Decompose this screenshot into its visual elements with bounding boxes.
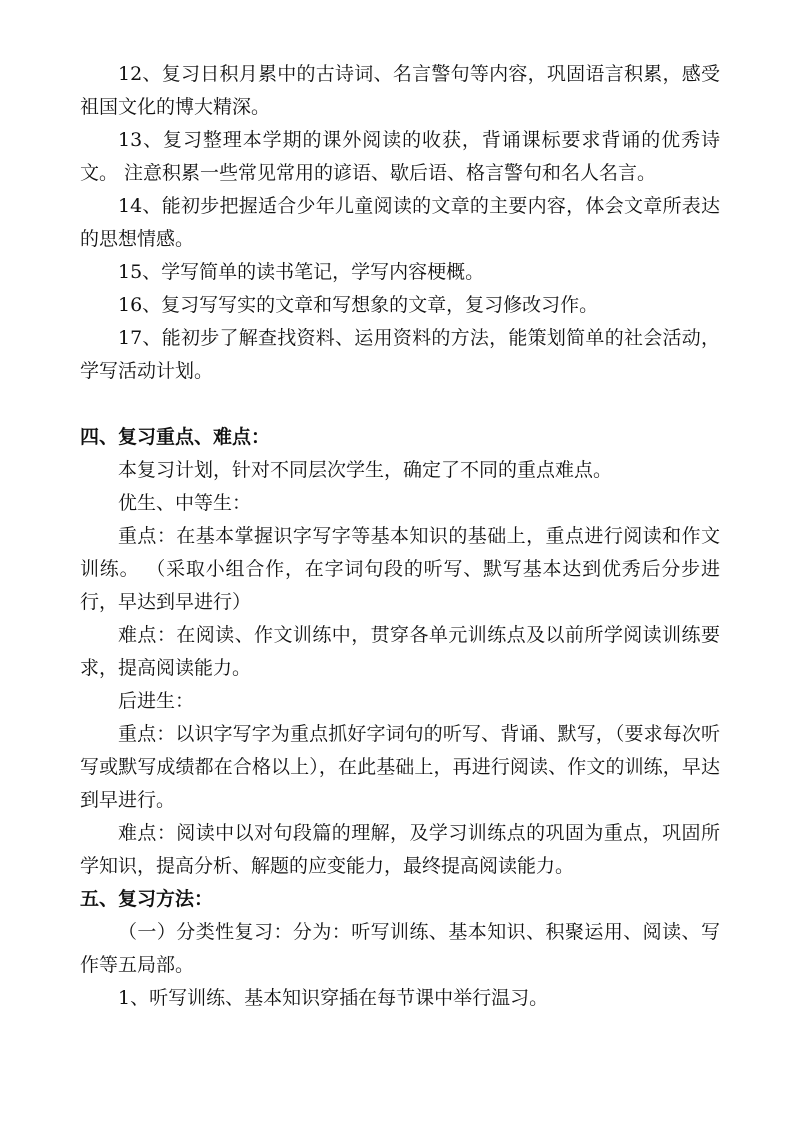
section-intro: 本复习计划，针对不同层次学生，确定了不同的重点难点。 <box>118 459 613 481</box>
group-label-top-students: 优生、中等生： <box>118 492 252 514</box>
list-item: 17、能初步了解查找资料、运用资料的方法，能策划简单的社会活动，学写活动计划。 <box>80 327 720 382</box>
list-item: 15、学写简单的读书笔记，学写内容梗概。 <box>118 261 485 283</box>
group2-key-points: 重点：以识字写字为重点抓好字词句的听写、背诵、默写，（要求每次听写或默写成绩都在合格以上），在此基础上，再进行阅读、作文的训练，早达到早进行。 <box>80 723 720 811</box>
group-label-struggling-students: 后进生： <box>118 690 195 712</box>
group1-key-points: 重点：在基本掌握识字写字等基本知识的基础上，重点进行阅读和作文训练。 （采取小组合作，在字词句段的听写、默写基本达到优秀后分步进行，早达到早进行） <box>80 525 720 613</box>
section-heading-review-focus: 四、复习重点、难点： <box>80 426 271 448</box>
method-paragraph: （一）分类性复习：分为：听写训练、基本知识、积聚运用、阅读、写作等五局部。 <box>80 921 720 976</box>
list-item: 13、复习整理本学期的课外阅读的收获，背诵课标要求背诵的优秀诗文。 注意积累一些常见常用的谚语、歇后语、格言警句和名人名言。 <box>80 129 720 184</box>
group1-difficult-points: 难点：在阅读、作文训练中，贯穿各单元训练点及以前所学阅读训练要求，提高阅读能力。 <box>80 624 720 679</box>
document-page <box>80 58 720 1015</box>
list-item: 12、复习日积月累中的古诗词、名言警句等内容，巩固语言积累，感受祖国文化的博大精深。 <box>80 63 720 118</box>
group2-difficult-points: 难点：阅读中以对句段篇的理解，及学习训练点的巩固为重点，巩固所学知识，提高分析、解题的应变能力，最终提高阅读能力。 <box>80 822 720 877</box>
spacer <box>80 388 720 421</box>
method-item: 1、听写训练、基本知识穿插在每节课中举行温习。 <box>118 987 549 1009</box>
section-heading-review-methods: 五、复习方法： <box>80 888 214 910</box>
list-item: 14、能初步把握适合少年儿童阅读的文章的主要内容，体会文章所表达的思想情感。 <box>80 195 720 250</box>
list-item: 16、复习写写实的文章和写想象的文章，复习修改习作。 <box>118 294 599 316</box>
